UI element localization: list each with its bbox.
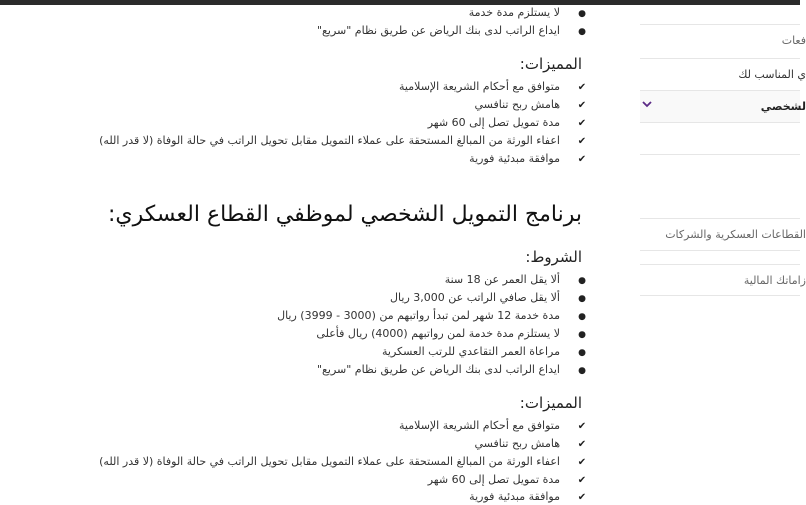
sidebar-item-label: لشخصي	[760, 100, 806, 113]
sidebar-subitem[interactable]	[640, 122, 800, 154]
list-item: ●ايداع الراتب لدى بنك الرياض عن طريق نظام "سريع"	[317, 363, 590, 378]
features-heading: المميزات:	[519, 55, 582, 73]
sidebar-menu	[640, 24, 806, 300]
list-item: ✔مدة تمويل تصل إلى 60 شهر	[428, 116, 590, 131]
sidebar-item[interactable]	[640, 24, 806, 56]
sidebar-item-label: فعات	[781, 34, 806, 47]
sidebar-item-label: القطاعات العسكرية والشركات	[665, 228, 806, 241]
sidebar-subitem[interactable]	[640, 154, 800, 186]
sidebar-item-personal-finance[interactable]	[640, 90, 806, 122]
list-item: ✔موافقة مبدئية فورية	[469, 152, 590, 167]
list-item: ✔مدة تمويل تصل إلى 60 شهر	[428, 473, 590, 488]
list-item: ●مراعاة العمر التقاعدي للرتب العسكرية	[382, 345, 590, 360]
checkmark-icon: ✔	[577, 136, 587, 147]
bullet-icon: ●	[578, 330, 586, 340]
checkmark-icon: ✔	[577, 439, 587, 450]
conditions-heading: الشروط:	[525, 248, 582, 266]
list-item: ✔اعفاء الورثة من المبالغ المستحقة على عملاء التمويل مقابل تحويل الراتب في حالة الوفاة (لا قدر الله)	[99, 455, 590, 470]
bullet-icon: ●	[578, 27, 586, 37]
checkmark-icon: ✔	[577, 492, 587, 503]
checkmark-icon: ✔	[577, 118, 587, 129]
sidebar-item[interactable]	[640, 58, 806, 90]
sidebar-item-label: ي المناسب لك	[738, 68, 806, 81]
sidebar-subitem-military[interactable]	[640, 218, 806, 250]
section-title: برنامج التمويل الشخصي لموظفي القطاع العسكري:	[108, 202, 582, 227]
checkmark-icon: ✔	[577, 421, 587, 432]
bullet-icon: ●	[578, 366, 586, 376]
sidebar-item-label: زاماتك المالية	[743, 274, 806, 287]
list-item: ●ألا يقل العمر عن 18 سنة	[445, 273, 590, 288]
list-item: ✔هامش ربح تنافسي	[474, 437, 590, 452]
features-heading: المميزات:	[519, 394, 582, 412]
list-item: ✔متوافق مع أحكام الشريعة الإسلامية	[399, 419, 590, 434]
checkmark-icon: ✔	[577, 154, 587, 165]
list-item: ●ألا يقل صافي الراتب عن 3,000 ريال	[390, 291, 590, 306]
checkmark-icon: ✔	[577, 475, 587, 486]
checkmark-icon: ✔	[577, 82, 587, 93]
sidebar-subitem-obligations[interactable]	[640, 264, 806, 296]
list-item: ●مدة خدمة 12 شهر لمن تبدأ رواتبهم من (3000 - 3999) ريال	[277, 309, 590, 324]
list-item: ✔موافقة مبدئية فورية	[469, 490, 590, 505]
list-item: ✔متوافق مع أحكام الشريعة الإسلامية	[399, 80, 590, 95]
bullet-icon: ●	[578, 312, 586, 322]
list-item: ●لا يستلزم مدة خدمة	[469, 6, 590, 21]
bullet-icon: ●	[578, 294, 586, 304]
chevron-down-icon	[642, 99, 652, 109]
bullet-icon: ●	[578, 276, 586, 286]
list-item: ✔هامش ربح تنافسي	[474, 98, 590, 113]
list-item: ✔اعفاء الورثة من المبالغ المستحقة على عملاء التمويل مقابل تحويل الراتب في حالة الوفاة (لا قدر الله)	[99, 134, 590, 149]
checkmark-icon: ✔	[577, 100, 587, 111]
bullet-icon: ●	[578, 9, 586, 19]
checkmark-icon: ✔	[577, 457, 587, 468]
list-item: ●ايداع الراتب لدى بنك الرياض عن طريق نظام "سريع"	[317, 24, 590, 39]
list-item: ●لا يستلزم مدة خدمة لمن رواتبهم (4000) ريال فأعلى	[316, 327, 590, 342]
bullet-icon: ●	[578, 348, 586, 358]
